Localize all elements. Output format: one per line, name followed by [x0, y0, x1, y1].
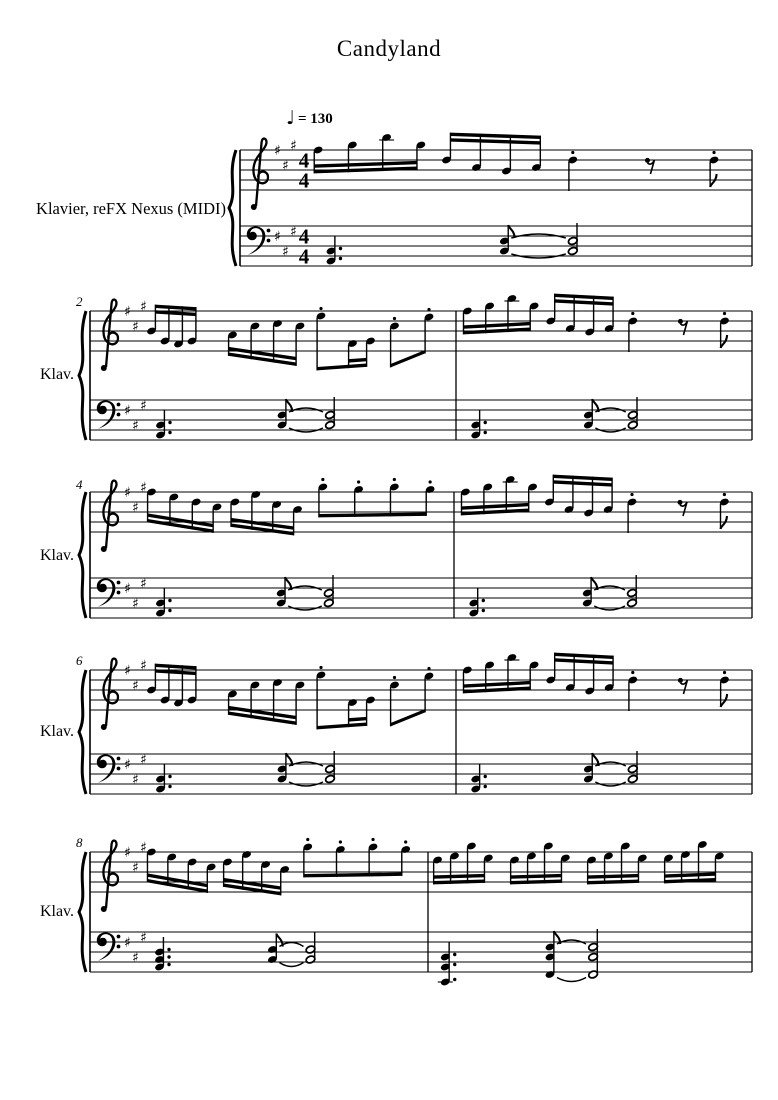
- beam: [434, 874, 485, 879]
- staccato-dot: [393, 676, 396, 679]
- sharp-glyph: ♯: [140, 576, 147, 592]
- staccato-dot: [427, 308, 430, 311]
- staccato-dot: [393, 478, 396, 481]
- beam: [450, 133, 540, 139]
- bass-clef-icon: [247, 227, 271, 255]
- tempo-marking: [286, 107, 333, 129]
- augmentation-dot: [339, 257, 342, 260]
- sharp-glyph: ♯: [140, 398, 147, 414]
- treble-clef-icon: [101, 906, 107, 912]
- augmentation-dot: [168, 785, 171, 788]
- measure-number: 2: [76, 294, 83, 309]
- beam: [555, 299, 613, 305]
- beam: [588, 874, 639, 879]
- augmentation-dot: [339, 247, 342, 250]
- system-brace: [79, 852, 86, 972]
- treble-clef-icon: [103, 659, 118, 726]
- staccato-dot: [319, 307, 322, 310]
- sharp-glyph: ♯: [274, 229, 281, 245]
- augmentation-dot: [167, 963, 170, 966]
- eighth-rest: [678, 678, 683, 683]
- sharp-glyph: ♯: [132, 772, 139, 788]
- sharp-glyph: ♯: [140, 299, 147, 315]
- beam: [391, 709, 426, 726]
- beam: [555, 658, 613, 664]
- treble-staff: [90, 852, 752, 892]
- staccato-dot: [429, 480, 432, 483]
- sharp-glyph: ♯: [132, 860, 139, 876]
- staccato-dot: [371, 838, 374, 841]
- page-title: Candyland: [336, 36, 442, 61]
- treble-clef-icon: [253, 139, 268, 206]
- augmentation-dot: [453, 978, 456, 981]
- beam: [553, 475, 612, 481]
- sharp-glyph: ♯: [290, 138, 297, 154]
- sharp-glyph: ♯: [132, 678, 139, 694]
- sharp-glyph: ♯: [124, 935, 131, 951]
- instrument-label-full: Klavier, reFX Nexus (MIDI): [36, 199, 226, 218]
- measure-number: 8: [76, 835, 83, 850]
- augmentation-dot: [482, 599, 485, 602]
- system-brace: [79, 311, 86, 440]
- beam: [463, 328, 530, 335]
- treble-staff: [90, 311, 752, 351]
- treble-staff: [90, 670, 752, 710]
- beam: [462, 509, 529, 516]
- sharp-glyph: ♯: [132, 319, 139, 335]
- augmentation-dot: [453, 953, 456, 956]
- augmentation-dot: [484, 431, 487, 434]
- sharp-glyph: ♯: [282, 244, 289, 260]
- augmentation-dot: [484, 775, 487, 778]
- bass-staff: [90, 932, 752, 972]
- beam: [391, 350, 426, 367]
- sharp-glyph: ♯: [140, 480, 147, 496]
- treble-clef-icon: [103, 841, 118, 908]
- augmentation-dot: [453, 963, 456, 966]
- staccato-dot: [427, 667, 430, 670]
- beam: [314, 167, 417, 174]
- system-2: [79, 294, 752, 440]
- bass-clef-icon: [97, 401, 121, 429]
- augmentation-dot: [167, 955, 170, 958]
- staccato-dot: [357, 480, 360, 483]
- bass-clef-icon: [97, 755, 121, 783]
- time-signature: 4: [298, 168, 310, 193]
- beam: [463, 687, 530, 694]
- time-signature: 4: [298, 244, 310, 269]
- eighth-rest: [678, 319, 683, 324]
- beam: [304, 873, 402, 878]
- system-5: [79, 838, 752, 987]
- staccato-dot: [723, 493, 726, 496]
- time-signature: 4: [298, 148, 310, 173]
- instrument-label-abbr: Klav.: [39, 723, 74, 740]
- beam: [319, 513, 426, 518]
- sharp-glyph: ♯: [124, 845, 131, 861]
- augmentation-dot: [167, 948, 170, 951]
- sharp-glyph: ♯: [124, 663, 131, 679]
- beam: [450, 138, 540, 144]
- tie: [279, 963, 303, 967]
- sharp-glyph: ♯: [132, 596, 139, 612]
- system-brace: [229, 150, 236, 266]
- time-signature: 4: [298, 224, 310, 249]
- sharp-glyph: ♯: [140, 752, 147, 768]
- staccato-dot: [339, 840, 342, 843]
- beam: [349, 358, 367, 363]
- beam: [555, 294, 613, 300]
- beam: [462, 503, 529, 510]
- augmentation-dot: [168, 599, 171, 602]
- instrument-label-abbr: Klav.: [39, 366, 74, 383]
- instrument-label-abbr: Klav.: [39, 903, 74, 920]
- bass-clef-icon: [97, 579, 121, 607]
- staccato-dot: [631, 671, 634, 674]
- staccato-dot: [712, 151, 715, 154]
- treble-clef-icon: [103, 300, 118, 367]
- treble-clef-icon: [101, 546, 107, 552]
- sharp-glyph: ♯: [132, 500, 139, 516]
- sharp-glyph: ♯: [274, 143, 281, 159]
- beam: [317, 364, 367, 371]
- treble-clef-icon: [101, 724, 107, 730]
- sharp-glyph: ♯: [140, 658, 147, 674]
- bass-staff: [240, 226, 752, 266]
- augmentation-dot: [168, 775, 171, 778]
- eighth-rest: [678, 500, 683, 505]
- sharp-glyph: ♯: [124, 581, 131, 597]
- system-1: [229, 133, 752, 269]
- staccato-dot: [306, 838, 309, 841]
- system-brace: [79, 492, 86, 618]
- measure-number: 4: [76, 477, 83, 492]
- sharp-glyph: ♯: [124, 757, 131, 773]
- sharp-glyph: ♯: [132, 950, 139, 966]
- treble-clef-icon: [103, 481, 118, 548]
- beam: [434, 880, 485, 885]
- sharp-glyph: ♯: [140, 930, 147, 946]
- staccato-dot: [723, 312, 726, 315]
- treble-clef-icon: [251, 204, 257, 210]
- sharp-glyph: ♯: [124, 485, 131, 501]
- beam: [463, 681, 530, 688]
- beam: [665, 872, 716, 877]
- beam: [317, 723, 367, 730]
- staccato-dot: [393, 317, 396, 320]
- eighth-rest: [645, 158, 650, 163]
- beam: [155, 664, 196, 670]
- beam: [511, 880, 562, 885]
- bass-clef-icon: [97, 933, 121, 961]
- sharp-glyph: ♯: [282, 158, 289, 174]
- staccato-dot: [404, 840, 407, 843]
- tempo-text: = 130: [297, 111, 333, 127]
- bass-staff: [90, 578, 752, 618]
- system-3: [79, 475, 752, 618]
- beam: [588, 880, 639, 885]
- beam: [155, 305, 196, 311]
- augmentation-dot: [168, 609, 171, 612]
- instrument-label-abbr: Klav.: [39, 547, 74, 564]
- augmentation-dot: [168, 421, 171, 424]
- augmentation-dot: [168, 431, 171, 434]
- augmentation-dot: [484, 421, 487, 424]
- tie: [557, 978, 586, 982]
- sharp-glyph: ♯: [132, 418, 139, 434]
- sharp-glyph: ♯: [140, 840, 147, 856]
- beam: [349, 717, 367, 722]
- beam: [511, 874, 562, 879]
- system-4: [79, 653, 752, 794]
- staccato-dot: [319, 666, 322, 669]
- beam: [553, 480, 612, 486]
- bass-staff: [90, 754, 752, 794]
- staccato-dot: [630, 493, 633, 496]
- quarter-note-icon: ♩: [286, 107, 295, 129]
- augmentation-dot: [482, 609, 485, 612]
- beam: [555, 653, 613, 659]
- sharp-glyph: ♯: [124, 403, 131, 419]
- sharp-glyph: ♯: [124, 304, 131, 320]
- system-brace: [79, 670, 86, 794]
- beam: [463, 322, 530, 329]
- treble-clef-icon: [101, 365, 107, 371]
- staccato-dot: [723, 671, 726, 674]
- bass-staff: [90, 400, 752, 440]
- augmentation-dot: [484, 785, 487, 788]
- staccato-dot: [631, 312, 634, 315]
- sharp-glyph: ♯: [290, 224, 297, 240]
- staccato-dot: [321, 478, 324, 481]
- staccato-dot: [571, 151, 574, 154]
- beam: [665, 878, 716, 883]
- measure-number: 6: [76, 653, 83, 668]
- beam: [314, 161, 417, 168]
